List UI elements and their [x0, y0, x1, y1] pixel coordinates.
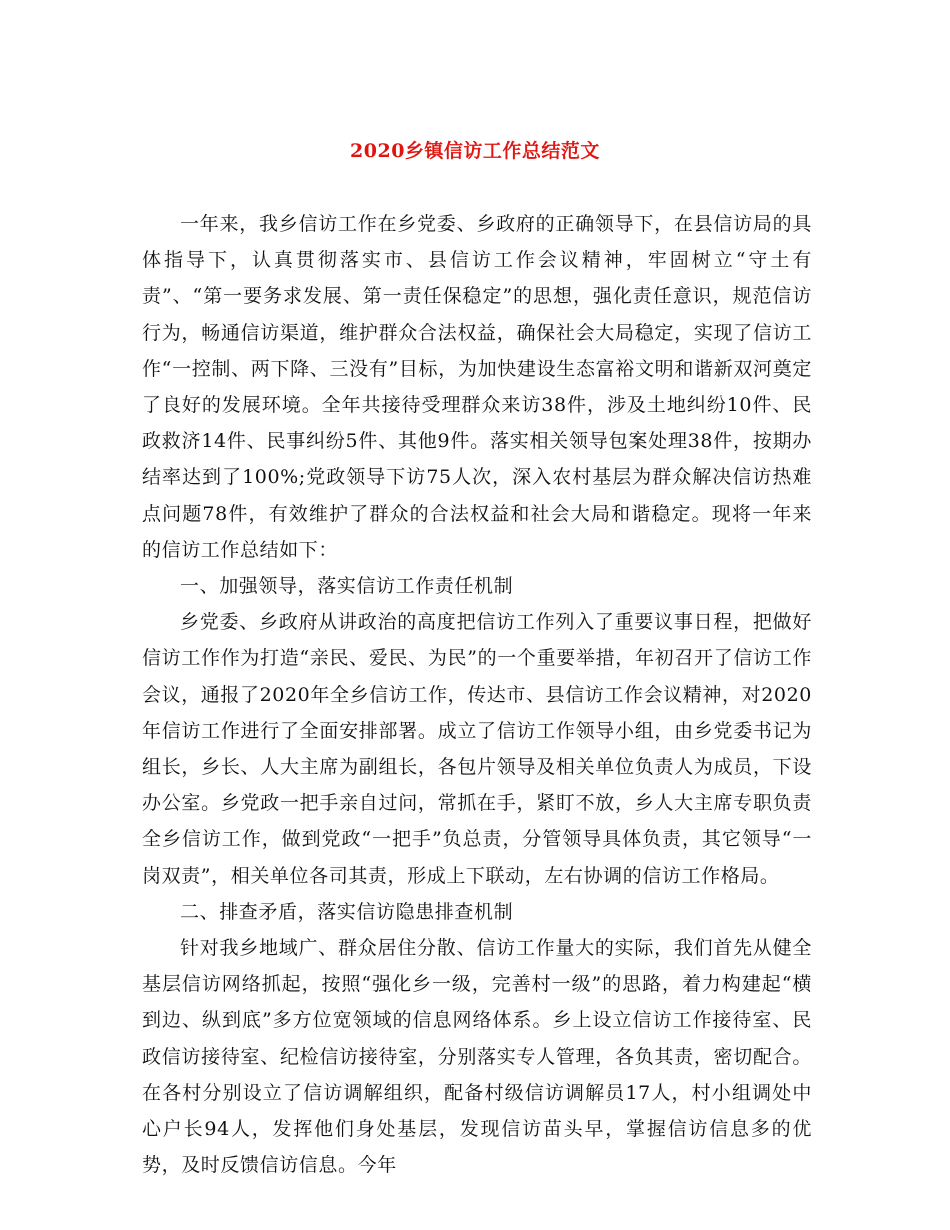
section-heading-2: 二、排查矛盾，落实信访隐患排查机制 [180, 900, 514, 923]
intro-paragraph: 一年来，我乡信访工作在乡党委、乡政府的正确领导下，在县信访局的具体指导下，认真贯彻落实市、县信访工作会议精神，牢固树立“守土有责”、“第一要务求发展、第一责任保稳定”的思想，强化责任意识，规范信访行为，畅通信访渠道，维护群众合法权益，确保社会大局稳定，实现了信访工作“一控制、两下降、三没有”目标，为加快建设生态富裕文明和谐新双河奠定了良好的发展环境。全年共接待受理群众来访38件，涉及土地纠纷10件、民政救济14件、民事纠纷5件、其他9件。落实相关领导包案处理38件，按期办结率达到了100%;党政领导下访75人次，深入农村基层为群众解决信访热难点问题78件，有效维护了群众的合法权益和社会大局和谐稳定。现将一年来的信访工作总结如下： [142, 213, 812, 561]
document-body [142, 206, 812, 1183]
section-paragraph-2: 针对我乡地域广、群众居住分散、信访工作量大的实际，我们首先从健全基层信访网络抓起，按照“强化乡一级，完善村一级”的思路，着力构建起“横到边、纵到底”多方位宽领域的信息网络体系。乡上设立信访工作接待室、民政信访接待室、纪检信访接待室，分别落实专人管理，各负其责，密切配合。在各村分别设立了信访调解组织，配备村级信访调解员17人，村小组调处中心户长94人，发挥他们身处基层，发现信访苗头早，掌握信访信息多的优势，及时反馈信访信息。今年 [142, 937, 812, 1177]
section-heading-1: 一、加强领导，落实信访工作责任机制 [180, 575, 514, 598]
document-title: 2020乡镇信访工作总结范文 [350, 140, 600, 162]
section-paragraph-1: 乡党委、乡政府从讲政治的高度把信访工作列入了重要议事日程，把做好信访工作作为打造“亲民、爱民、为民”的一个重要举措，年初召开了信访工作会议，通报了2020年全乡信访工作，传达市、县信访工作会议精神，对2020年信访工作进行了全面安排部署。成立了信访工作领导小组，由乡党委书记为组长，乡长、人大主席为副组长，各包片领导及相关单位负责人为成员，下设办公室。乡党政一把手亲自过问，常抓在手，紧盯不放，乡人大主席专职负责全乡信访工作，做到党政“一把手”负总责，分管领导具体负责，其它领导“一岗双责”，相关单位各司其责，形成上下联动，左右协调的信访工作格局。 [142, 611, 812, 887]
